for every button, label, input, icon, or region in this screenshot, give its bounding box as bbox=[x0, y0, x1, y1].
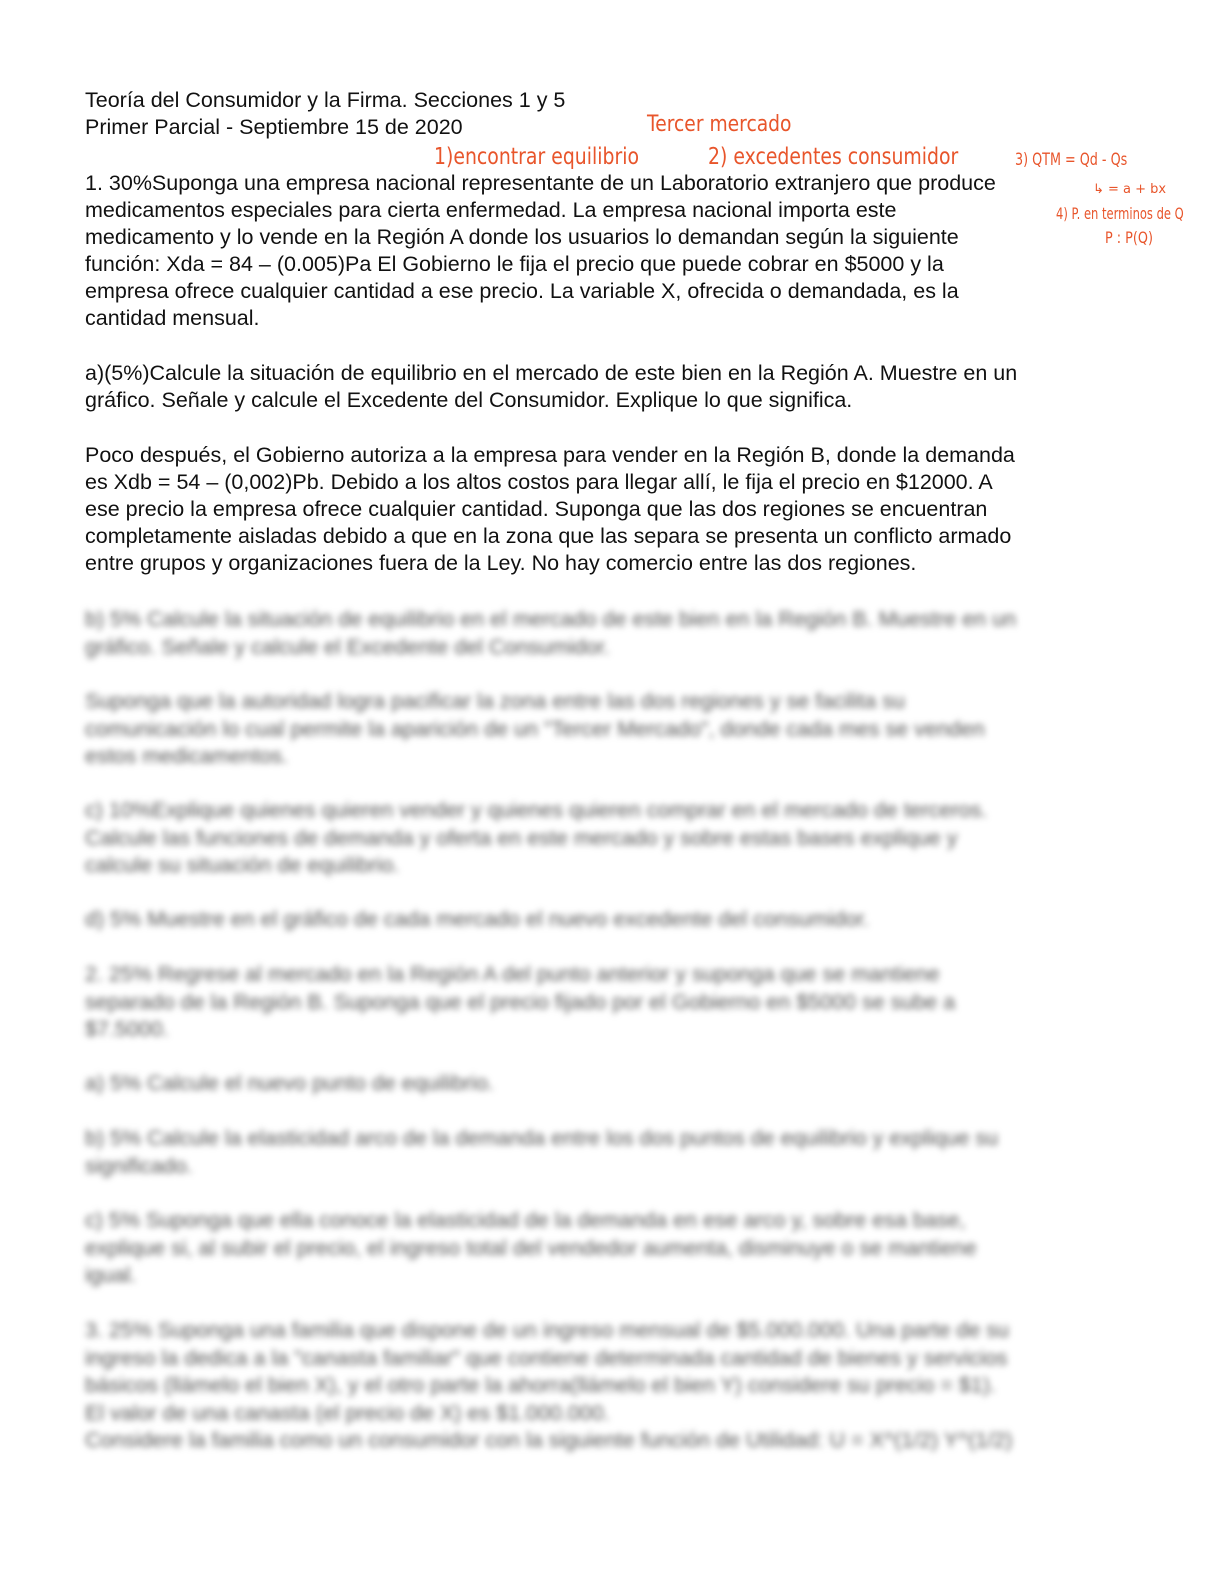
annotation-step3b: ↳ = a + bx bbox=[1093, 182, 1167, 197]
part-a-line: gráfico. Señale y calcule el Excedente del Consumidor. Explique lo que significa. bbox=[85, 388, 853, 412]
annotation-step2: 2) excedentes consumidor bbox=[708, 144, 959, 170]
blurred-text-line: igual. bbox=[85, 1263, 137, 1287]
blurred-text-line: 2. 25% Regrese al mercado en la Región A del punto anterior y suponga que se mantiene bbox=[85, 962, 940, 986]
blurred-text-line: ingreso la dedica a la "canasta familiar" que contiene determinada cantidad de bienes y servicios bbox=[85, 1345, 1008, 1370]
text-line: empresa ofrece cualquier cantidad a ese precio. La variable X, ofrecida o demandada, es la bbox=[85, 279, 959, 303]
blurred-text-line: explique si, al subir el precio, el ingreso total del vendedor aumenta, disminuye o se mantiene bbox=[85, 1235, 977, 1260]
blurred-text-line: El valor de una canasta (el precio de X) es $1.000.000. bbox=[85, 1400, 610, 1425]
part-a-line: a)(5%)Calcule la situación de equilibrio en el mercado de este bien en la Región A. Muestre en un bbox=[85, 361, 1018, 385]
blurred-text-line: $7.5000. bbox=[85, 1017, 169, 1041]
blurred-text-line: separado de la Región B. Suponga que el precio fijado por el Gobierno en $5000 se sube a bbox=[85, 989, 956, 1014]
blurred-text-line: c) 10%Explique quienes quieren vender y quienes quieren comprar en el mercado de terceros. bbox=[85, 798, 988, 822]
blurred-text-line: Suponga que la autoridad logra pacificar la zona entre las dos regiones y se facilita su bbox=[85, 689, 905, 713]
text-line: cantidad mensual. bbox=[85, 306, 260, 330]
blurred-text-line: a) 5% Calcule el nuevo punto de equilibrio. bbox=[85, 1071, 494, 1095]
annotation-step4b: P : P(Q) bbox=[1105, 228, 1153, 247]
region-b-line: Poco después, el Gobierno autoriza a la empresa para vender en la Región B, donde la demanda bbox=[85, 443, 1015, 467]
region-b-line: es Xdb = 54 – (0,002)Pb. Debido a los altos costos para llegar allí, le fija el precio en $12000. A bbox=[85, 470, 993, 494]
annotation-step4: 4) P. en terminos de Q bbox=[1056, 204, 1184, 223]
blurred-text-line: calcule su situación de equilibrio. bbox=[85, 853, 400, 877]
annotation-step3: 3) QTM = Qd - Qs bbox=[1015, 150, 1128, 170]
annotation-step1: 1)encontrar equilibrio bbox=[434, 144, 639, 170]
blurred-text-line: b) 5% Calcule la situación de equilibrio en el mercado de este bien en la Región B. Muestre en un bbox=[85, 607, 1017, 631]
text-line: medicamentos especiales para cierta enfermedad. La empresa nacional importa este bbox=[85, 198, 897, 222]
blurred-text-line: estos medicamentos. bbox=[85, 744, 289, 768]
annotation-title: Tercer mercado bbox=[647, 112, 792, 137]
blurred-text-line: b) 5% Calcule la elasticidad arco de la demanda entre los dos puntos de equilibrio y explique su bbox=[85, 1126, 999, 1150]
header-subtitle: Primer Parcial - Septiembre 15 de 2020 bbox=[85, 115, 463, 139]
blurred-text-line: básicos (llámelo el bien X), y el otro parte la ahorra(llámelo el bien Y) considere su precio = $1). bbox=[85, 1373, 996, 1397]
text-line: medicamento y lo vende en la Región A donde los usuarios lo demandan según la siguiente bbox=[85, 225, 959, 249]
blurred-text-line: significado. bbox=[85, 1153, 193, 1178]
region-b-line: ese precio la empresa ofrece cualquier cantidad. Suponga que las dos regiones se encuentran bbox=[85, 497, 988, 521]
blurred-text-line: Calcule las funciones de demanda y oferta en este mercado y sobre estas bases explique y bbox=[85, 825, 958, 850]
text-line: 1. 30%Suponga una empresa nacional representante de un Laboratorio extranjero que produce bbox=[85, 171, 996, 195]
blurred-text-line: Considere la familia como un consumidor con la siguiente función de Utilidad: U = X^(1/2) Y^(1/2) bbox=[85, 1428, 1013, 1452]
blurred-text-line: comunicación lo cual permite la aparición de un "Tercer Mercado", donde cada mes se venden bbox=[85, 716, 985, 741]
region-b-line: completamente aisladas debido a que en la zona que las separa se presenta un conflicto armado bbox=[85, 524, 1012, 548]
region-b-line: entre grupos y organizaciones fuera de la Ley. No hay comercio entre las dos regiones. bbox=[85, 551, 917, 575]
header-title: Teoría del Consumidor y la Firma. Secciones 1 y 5 bbox=[85, 88, 566, 112]
blurred-text-line: d) 5% Muestre en el gráfico de cada mercado el nuevo excedente del consumidor. bbox=[85, 907, 870, 931]
blurred-text-line: c) 5% Suponga que ella conoce la elasticidad de la demanda en ese arco y, sobre esa base, bbox=[85, 1208, 966, 1232]
blurred-text-line: gráfico. Señale y calcule el Excedente del Consumidor. bbox=[85, 634, 610, 659]
text-line: función: Xda = 84 – (0.005)Pa El Gobierno le fija el precio que puede cobrar en $5000 y la bbox=[85, 252, 944, 276]
blurred-text-line: 3. 25% Suponga una familia que dispone de un ingreso mensual de $5.000.000. Una parte de su bbox=[85, 1318, 1009, 1342]
